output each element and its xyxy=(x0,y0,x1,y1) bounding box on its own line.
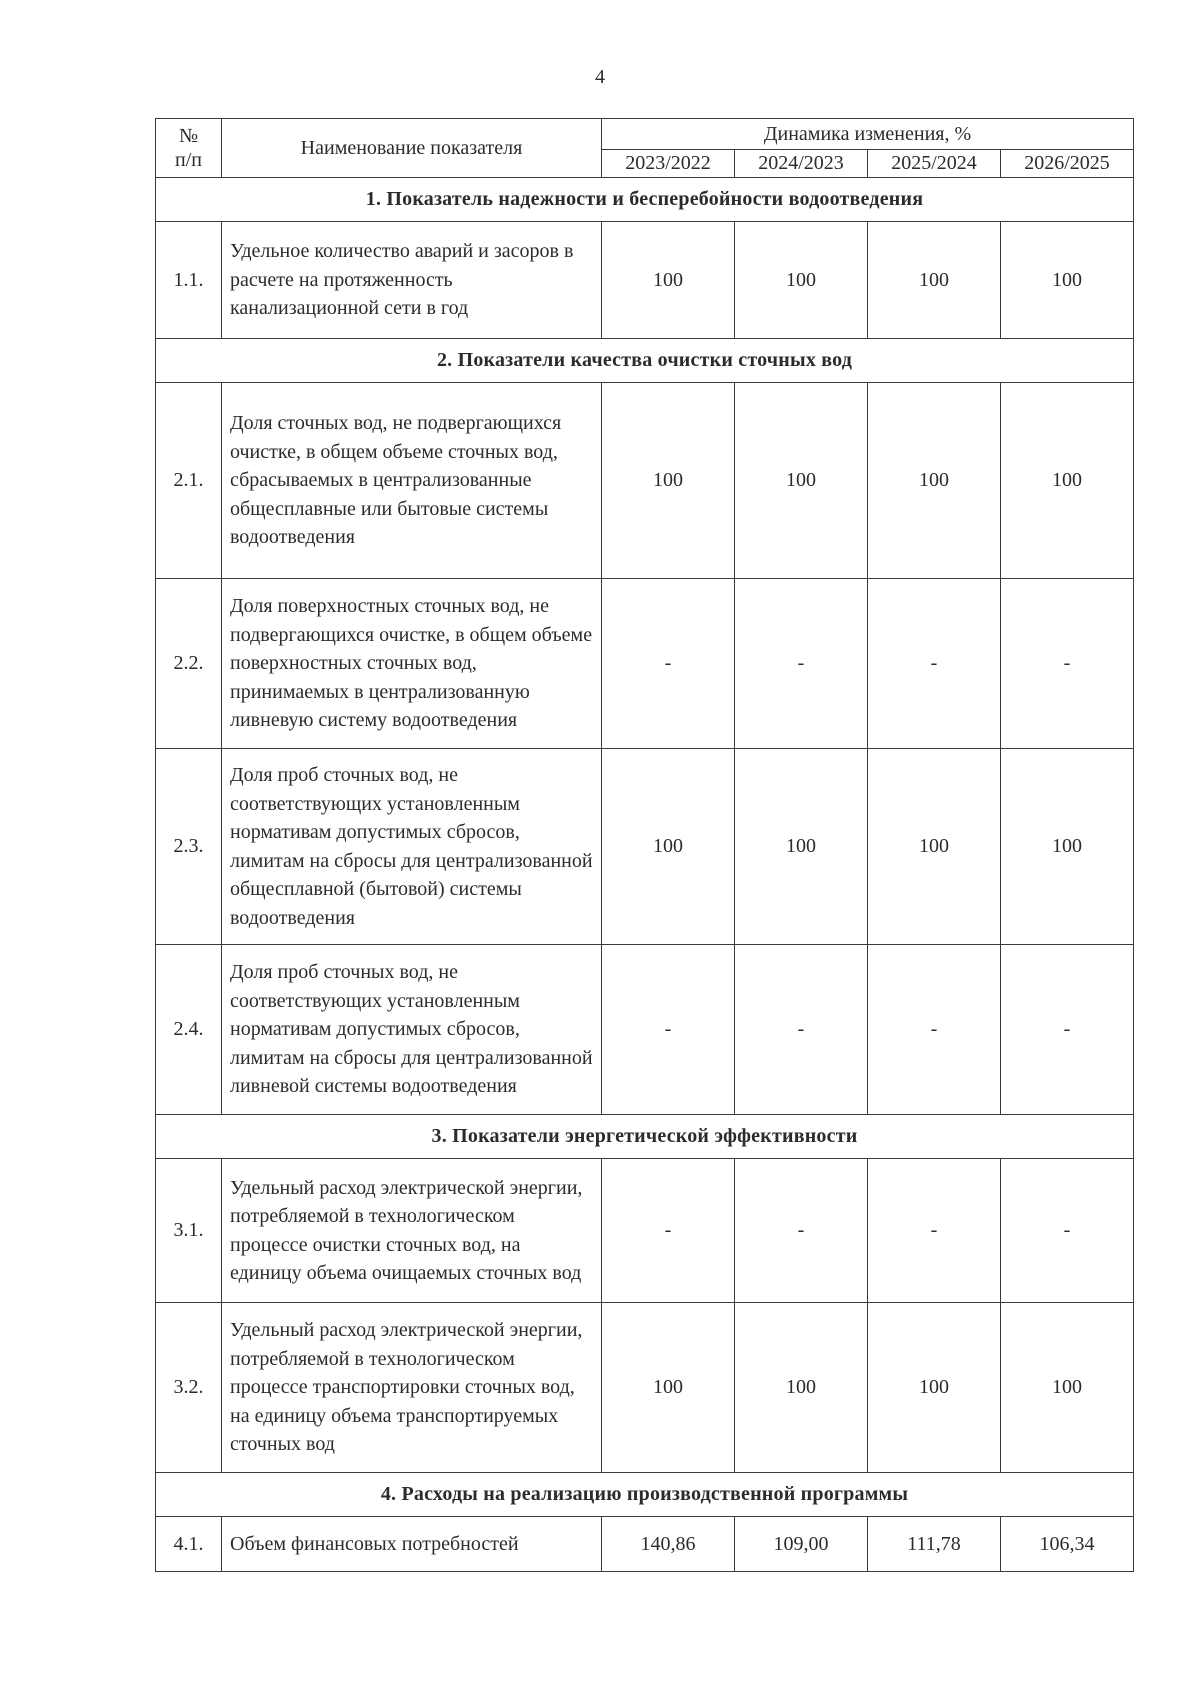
value-cell: - xyxy=(868,945,1001,1115)
indicator-name: Удельный расход электрической энергии, потребляемой в технологическом процессе транспортировки сточных вод, на единицу объема транспортируемых сточных вод xyxy=(222,1303,602,1473)
value-cell: 106,34 xyxy=(1001,1517,1134,1572)
row-number: 1.1. xyxy=(156,222,222,339)
section-title: 1. Показатель надежности и бесперебойности водоотведения xyxy=(156,178,1134,222)
section-title: 3. Показатели энергетической эффективности xyxy=(156,1115,1134,1159)
section-title: 2. Показатели качества очистки сточных вод xyxy=(156,339,1134,383)
table-header-row xyxy=(156,119,1134,150)
value-cell: 100 xyxy=(1001,383,1134,579)
value-cell: 111,78 xyxy=(868,1517,1001,1572)
indicator-name: Доля проб сточных вод, не соответствующих установленным нормативам допустимых сбросов, лимитам на сбросы для централизованной ливневой системы водоотведения xyxy=(222,945,602,1115)
value-cell: - xyxy=(868,1159,1001,1303)
value-cell: 100 xyxy=(868,749,1001,945)
indicator-name: Доля сточных вод, не подвергающихся очистке, в общем объеме сточных вод, сбрасываемых в централизованные общесплавные или бытовые системы водоотведения xyxy=(222,383,602,579)
table-row xyxy=(156,1159,1134,1303)
section-row xyxy=(156,1115,1134,1159)
row-number: 2.2. xyxy=(156,579,222,749)
indicator-name: Объем финансовых потребностей xyxy=(222,1517,602,1572)
value-cell: 100 xyxy=(735,383,868,579)
value-cell: - xyxy=(868,579,1001,749)
section-row xyxy=(156,178,1134,222)
header-year: 2025/2024 xyxy=(868,150,1001,178)
row-number: 2.1. xyxy=(156,383,222,579)
value-cell: 100 xyxy=(602,1303,735,1473)
value-cell: - xyxy=(735,945,868,1115)
section-row xyxy=(156,339,1134,383)
row-number: 2.4. xyxy=(156,945,222,1115)
row-number: 3.2. xyxy=(156,1303,222,1473)
indicator-name: Удельный расход электрической энергии, потребляемой в технологическом процессе очистки сточных вод, на единицу объема очищаемых сточных вод xyxy=(222,1159,602,1303)
table-row xyxy=(156,579,1134,749)
table-row xyxy=(156,383,1134,579)
table-row xyxy=(156,1517,1134,1572)
value-cell: 100 xyxy=(868,383,1001,579)
table-row xyxy=(156,749,1134,945)
header-name: Наименование показателя xyxy=(222,119,602,178)
value-cell: - xyxy=(602,579,735,749)
table-row xyxy=(156,222,1134,339)
table-row xyxy=(156,945,1134,1115)
header-year: 2026/2025 xyxy=(1001,150,1134,178)
row-number: 4.1. xyxy=(156,1517,222,1572)
table-row xyxy=(156,1303,1134,1473)
header-year: 2024/2023 xyxy=(735,150,868,178)
value-cell: 100 xyxy=(1001,222,1134,339)
row-number: 2.3. xyxy=(156,749,222,945)
value-cell: 100 xyxy=(868,1303,1001,1473)
value-cell: - xyxy=(735,1159,868,1303)
indicators-table xyxy=(155,118,1134,1572)
value-cell: 100 xyxy=(1001,749,1134,945)
indicator-name: Доля поверхностных сточных вод, не подвергающихся очистке, в общем объеме поверхностных сточных вод, принимаемых в централизованную ливневую систему водоотведения xyxy=(222,579,602,749)
row-number: 3.1. xyxy=(156,1159,222,1303)
header-num: № п/п xyxy=(156,119,222,178)
header-year: 2023/2022 xyxy=(602,150,735,178)
page-number: 4 xyxy=(595,66,605,88)
value-cell: 100 xyxy=(1001,1303,1134,1473)
indicator-name: Удельное количество аварий и засоров в расчете на протяженность канализационной сети в год xyxy=(222,222,602,339)
value-cell: 109,00 xyxy=(735,1517,868,1572)
value-cell: 100 xyxy=(602,383,735,579)
value-cell: - xyxy=(602,945,735,1115)
value-cell: 100 xyxy=(735,222,868,339)
value-cell: - xyxy=(735,579,868,749)
header-dynamics: Динамика изменения, % xyxy=(602,119,1134,150)
value-cell: 100 xyxy=(868,222,1001,339)
section-row xyxy=(156,1473,1134,1517)
value-cell: 100 xyxy=(735,749,868,945)
value-cell: - xyxy=(602,1159,735,1303)
value-cell: 100 xyxy=(602,222,735,339)
value-cell: - xyxy=(1001,945,1134,1115)
value-cell: - xyxy=(1001,1159,1134,1303)
value-cell: 100 xyxy=(602,749,735,945)
value-cell: 100 xyxy=(735,1303,868,1473)
value-cell: 140,86 xyxy=(602,1517,735,1572)
value-cell: - xyxy=(1001,579,1134,749)
section-title: 4. Расходы на реализацию производственной программы xyxy=(156,1473,1134,1517)
indicator-name: Доля проб сточных вод, не соответствующих установленным нормативам допустимых сбросов, лимитам на сбросы для централизованной общесплавной (бытовой) системы водоотведения xyxy=(222,749,602,945)
